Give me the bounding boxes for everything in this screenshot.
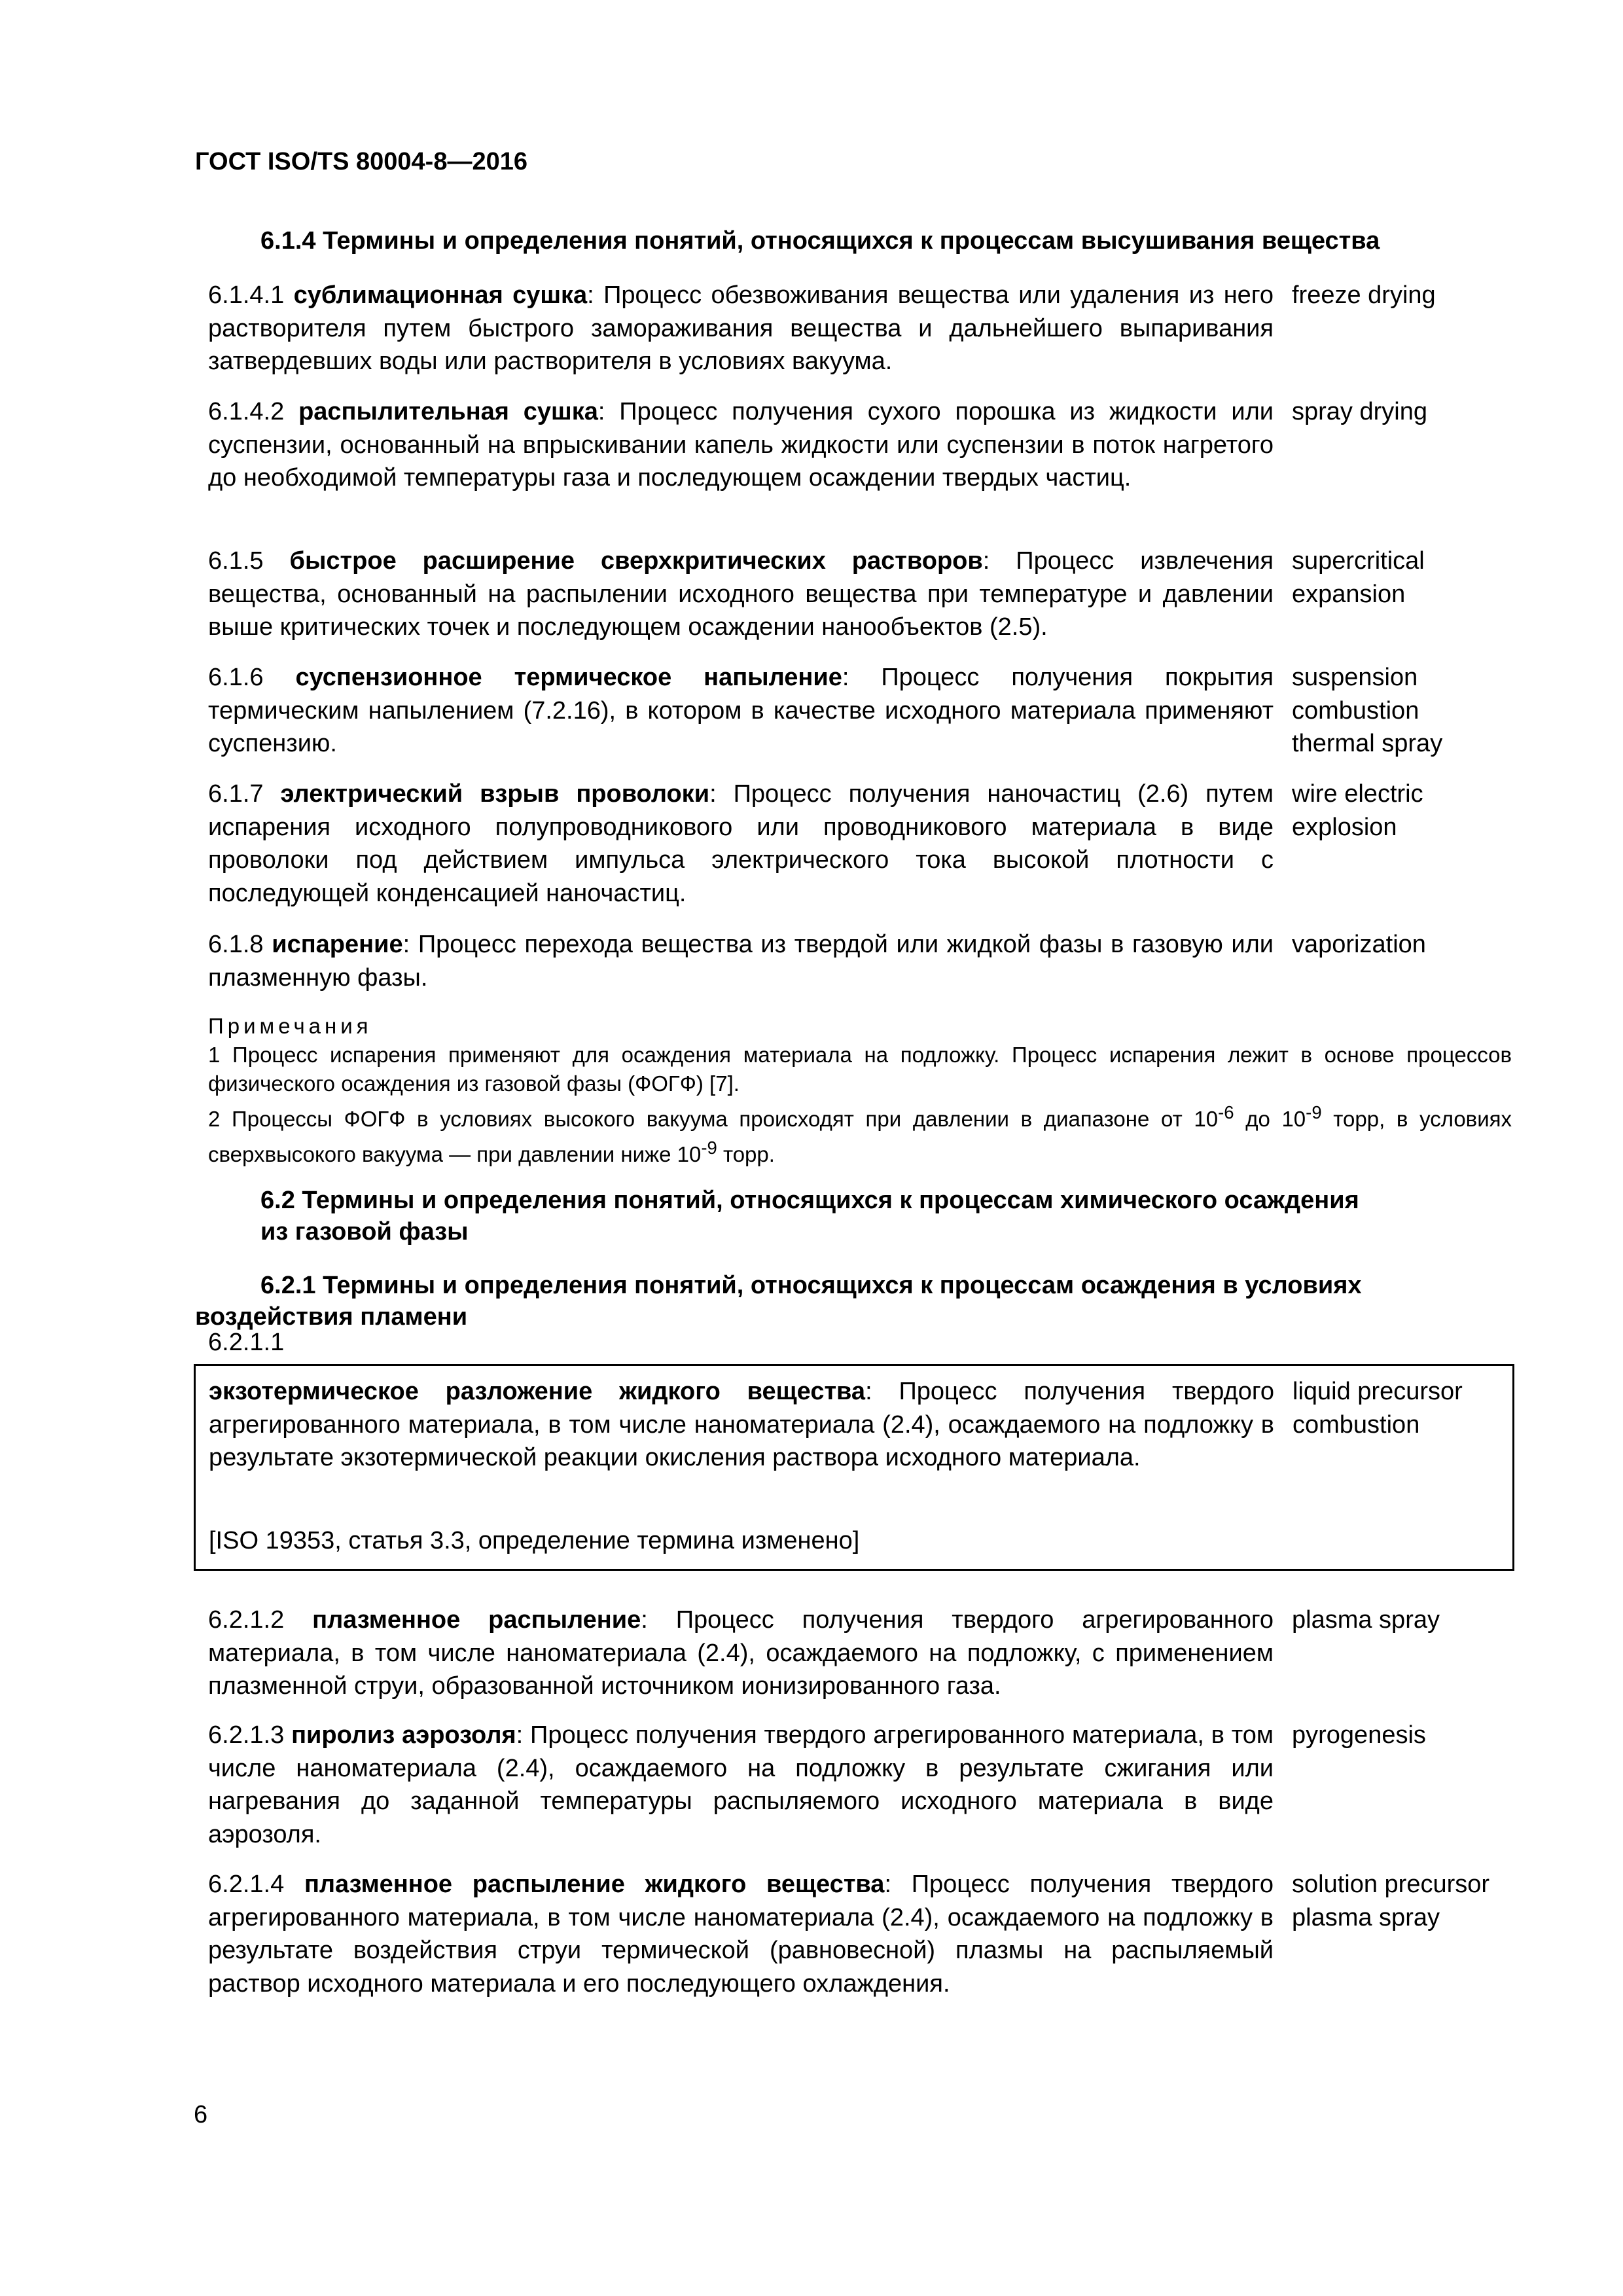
term-english: spray drying	[1292, 398, 1427, 425]
term-definition	[208, 778, 1274, 910]
term-name: суспензионное термическое напыление	[295, 664, 842, 691]
section-heading-6-1-4: 6.1.4 Термины и определения понятий, относящихся к процессам высушивания вещества	[260, 227, 1380, 255]
term-definition	[208, 545, 1274, 644]
page-number: 6	[194, 2101, 208, 2128]
term-definition	[209, 1375, 1274, 1475]
section-heading-6-2-1: 6.2.1 Термины и определения понятий, относящихся к процессам осаждения в условиях воздействия пламени	[195, 1272, 1362, 1331]
term-text: : Процесс извлечения вещества, основанный на распылении исходного вещества при температуре и давлении выше критических точек и последующем осаждении нанообъектов (2.5).	[208, 547, 1274, 641]
notes-title: Примечания	[208, 1014, 372, 1038]
document-header: ГОСТ ISO/TS 80004-8—2016	[195, 148, 527, 175]
term-number: 6.1.6	[208, 664, 264, 691]
boxed-term-entry	[194, 1364, 1514, 1571]
term-number: 6.1.4.1	[208, 281, 285, 309]
term-english: wire electric explosion	[1292, 780, 1423, 841]
term-english: plasma spray	[1292, 1606, 1440, 1634]
term-text: : Процесс получения твердого агрегированного материала, в том числе наноматериала (2.4), осаждаемого на подложку в результате воздействия струи термической (равновесной) плазмы на распыляемый раствор исходного материала и его последующего охлаждения.	[208, 1871, 1274, 1998]
term-definition	[208, 1868, 1274, 2000]
section-heading-6-2: 6.2 Термины и определения понятий, относящихся к процессам химического осаждения из газовой фазы	[260, 1187, 1359, 1246]
term-number: 6.1.4.2	[208, 398, 285, 425]
term-number: 6.2.1.2	[208, 1606, 285, 1634]
term-source: [ISO 19353, статья 3.3, определение термина изменено]	[209, 1527, 860, 1554]
term-english: freeze drying	[1292, 281, 1436, 309]
term-english: suspension combustion thermal spray	[1292, 664, 1443, 757]
term-name: пиролиз аэрозоля	[291, 1721, 516, 1749]
term-definition	[208, 1604, 1274, 1703]
term-name: экзотермическое разложение жидкого вещества	[209, 1378, 866, 1405]
term-definition	[208, 928, 1274, 994]
term-name: распылительная сушка	[298, 398, 598, 425]
note-1: 1 Процесс испарения применяют для осаждения материала на подложку. Процесс испарения лежит в основе процессов физического осаждения из газовой фазы (ФОГФ) [7].	[208, 1043, 1512, 1096]
term-text: : Процесс получения твердого агрегированного материала, в том числе наноматериала (2.4), осаждаемого на подложку, с применением плазменной струи, образованной источником ионизированного газа.	[208, 1606, 1274, 1700]
term-name: сублимационная сушка	[293, 281, 588, 309]
term-number-6-2-1-1: 6.2.1.1	[208, 1329, 285, 1356]
term-number: 6.1.5	[208, 547, 264, 575]
term-english: pyrogenesis	[1292, 1721, 1426, 1749]
term-number: 6.2.1.3	[208, 1721, 285, 1749]
term-name: плазменное распыление	[312, 1606, 641, 1634]
term-number: 6.2.1.4	[208, 1871, 285, 1898]
term-text: : Процесс перехода вещества из твердой или жидкой фазы в газовую или плазменную фазы.	[208, 931, 1274, 992]
term-text: : Процесс получения сухого порошка из жидкости или суспензии, основанный на впрыскивании капель жидкости или суспензии в поток нагретого до необходимой температуры газа и последующем осаждении твердых частиц.	[208, 398, 1274, 492]
term-english: supercritical expansion	[1292, 547, 1425, 608]
term-definition	[208, 279, 1274, 378]
term-text: : Процесс получения твердого агрегированного материала, в том числе наноматериала (2.4), осаждаемого на подложку в результате экзотермической реакции окисления раствора исходного материала.	[209, 1378, 1275, 1471]
term-english: vaporization	[1292, 931, 1426, 958]
term-text: : Процесс получения наночастиц (2.6) путем испарения исходного полупроводникового или проводникового материала в виде проволоки под действием импульса электрического тока высокой плотности с последующей конденсацией наночастиц.	[208, 780, 1274, 907]
term-name: плазменное распыление жидкого вещества	[304, 1871, 885, 1898]
term-text: : Процесс получения твердого агрегированного материала, в том числе наноматериала (2.4), осаждаемого на подложку в результате сжигания или нагревания до заданной температуры распыляемого исходного материала в виде аэрозоля.	[208, 1721, 1274, 1848]
term-number: 6.1.8	[208, 931, 264, 958]
notes-block	[208, 1012, 1512, 1169]
term-definition	[208, 661, 1274, 761]
term-text: : Процесс получения покрытия термическим напылением (7.2.16), в котором в качестве исходного материала применяют суспензию.	[208, 664, 1274, 757]
note-2: 2 Процессы ФОГФ в условиях высокого вакуума происходят при давлении в диапазоне от $10^{-6}$ до $10^{-9}$ торр, в условиях сверхвысокого вакуума — при давлении ниже $10^{-9}$ торр.	[208, 1102, 1512, 1166]
term-english: solution precursor plasma spray	[1292, 1871, 1490, 1931]
term-name: электрический взрыв проволоки	[280, 780, 710, 808]
term-number: 6.1.7	[208, 780, 264, 808]
term-name: быстрое расширение сверхкритических растворов	[289, 547, 983, 575]
term-name: испарение	[272, 931, 403, 958]
term-definition	[208, 395, 1274, 495]
term-english: liquid precursor combustion	[1293, 1378, 1463, 1439]
term-definition	[208, 1719, 1274, 1851]
term-text: : Процесс обезвоживания вещества или удаления из него растворителя путем быстрого замораживания вещества и дальнейшего выпаривания затвердевших воды или растворителя в условиях вакуума.	[208, 281, 1274, 375]
